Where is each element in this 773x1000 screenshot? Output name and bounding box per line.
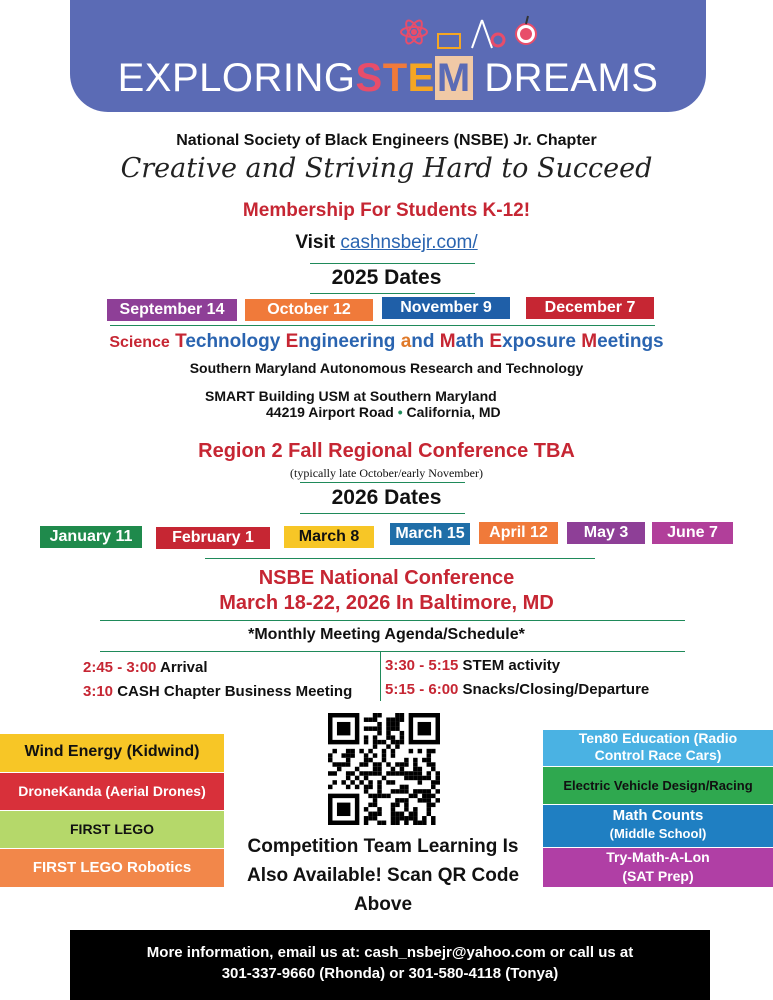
agenda-text: CASH Chapter Business Meeting [117, 683, 353, 700]
date-pill-2025: December 7 [526, 297, 654, 319]
divider [100, 651, 685, 652]
competition-math-counts [543, 805, 773, 847]
word-and: nd [411, 331, 435, 352]
agenda-text: Arrival [160, 659, 208, 676]
divider [310, 263, 475, 264]
agenda-title: *Monthly Meeting Agenda/Schedule* [248, 626, 525, 643]
website-link[interactable]: cashnsbejr.com/ [340, 232, 478, 253]
stem-s: S [355, 56, 383, 100]
competition-first-lego-robotics: FIRST LEGO Robotics [0, 849, 224, 887]
date-pill-2026: February 1 [156, 527, 270, 549]
region-conference: Region 2 Fall Regional Conference TBA [198, 440, 575, 462]
stem-meetings-title [0, 331, 773, 353]
word-technology: echnology [185, 331, 281, 352]
dates-2026-heading: 2026 Dates [331, 486, 442, 509]
title-stem [356, 56, 473, 100]
circuit-icon [438, 34, 460, 48]
stem-icons [398, 12, 548, 50]
letter-t: T [175, 331, 186, 352]
footer-contact [70, 930, 710, 1000]
footer-line1: More information, email us at: cash_nsbejr@yahoo.com or call us at [146, 944, 634, 961]
visit-label: Visit [295, 232, 336, 253]
apple-icon [516, 16, 536, 44]
competition-first-lego: FIRST LEGO [0, 811, 224, 848]
region-note: (typically late October/early November) [290, 466, 483, 480]
agenda-time: 2:45 - 3:00 [83, 659, 157, 676]
divider [205, 558, 595, 559]
tagline: Creative and Striving Hard to Succeed [120, 153, 653, 184]
national-conference-title: NSBE National Conference [258, 567, 515, 589]
dates-2025-heading: 2025 Dates [331, 266, 442, 289]
title-exploring: EXPLORING [117, 56, 356, 100]
atom-icon [401, 18, 427, 46]
date-pill-2025: November 9 [382, 297, 510, 319]
letter-m: M [439, 331, 456, 352]
date-pill-2025: October 12 [245, 299, 373, 321]
compass-icon [472, 20, 492, 48]
word-engineering: ngineering [298, 331, 396, 352]
gear-icon [492, 34, 504, 46]
agenda-item [83, 683, 352, 700]
divider [100, 620, 685, 621]
competition-ten80 [543, 730, 773, 766]
competition-note [224, 832, 542, 919]
smart-org: Southern Maryland Autonomous Research and Technology [189, 360, 584, 376]
competition-note-line: Also Available! Scan QR Code [246, 865, 520, 886]
date-pill-2026: January 11 [40, 526, 142, 548]
header-banner [70, 0, 706, 112]
footer-line2: 301-337-9660 (Rhonda) or 301-580-4118 (Tonya) [221, 965, 559, 982]
agenda-divider [380, 651, 381, 701]
agenda-item [385, 657, 560, 674]
date-pill-2026: March 15 [390, 523, 470, 545]
word-science: cience [120, 334, 170, 351]
agenda-text: STEM activity [462, 657, 561, 674]
letter-e: E [285, 331, 299, 352]
visit-line [0, 232, 773, 254]
stem-t: T [382, 56, 408, 100]
word-exposure: xposure [502, 331, 576, 352]
stem-e: E [407, 56, 435, 100]
date-pill-2025: September 14 [107, 299, 237, 321]
smart-address-line [266, 404, 501, 420]
divider [310, 293, 475, 294]
competition-math-counts-line2: (Middle School) [609, 826, 707, 841]
competition-ten80-line1: Ten80 Education (Radio [578, 730, 738, 746]
date-pill-2026: March 8 [284, 526, 374, 548]
stem-m: M [436, 56, 471, 100]
competition-wind-energy: Wind Energy (Kidwind) [0, 734, 224, 772]
agenda-text: Snacks/Closing/Departure [462, 681, 650, 698]
agenda-time: 5:15 - 6:00 [385, 681, 459, 698]
bullet-separator: • [397, 404, 403, 420]
divider [300, 482, 465, 483]
org-name: National Society of Black Engineers (NSBE) Jr. Chapter [176, 132, 597, 149]
competition-note-line: Competition Team Learning Is [247, 836, 519, 857]
competition-dronekanda: DroneKanda (Aerial Drones) [0, 773, 224, 810]
smart-address: 44219 Airport Road [266, 404, 394, 420]
competition-try-math-line1: Try-Math-A-Lon [606, 849, 710, 865]
title-dreams: DREAMS [484, 56, 659, 100]
agenda-item [385, 681, 649, 698]
letter-a: a [400, 331, 412, 352]
agenda-time: 3:30 - 5:15 [385, 657, 459, 674]
divider [300, 513, 465, 514]
competition-note-line: Above [353, 894, 413, 915]
qr-code[interactable] [328, 713, 440, 825]
national-conference-dates: March 18-22, 2026 In Baltimore, MD [219, 592, 554, 614]
competition-math-counts-line1: Math Counts [612, 807, 704, 824]
membership-text: Membership For Students K-12! [242, 200, 531, 221]
letter-s: S [109, 334, 121, 351]
smart-city: California, MD [406, 404, 501, 420]
smart-building: SMART Building USM at Southern Maryland [205, 388, 497, 404]
word-math: ath [455, 331, 485, 352]
date-pill-2026: June 7 [652, 522, 733, 544]
word-meetings: eetings [597, 331, 664, 352]
agenda-item [83, 659, 208, 676]
competition-ten80-line2: Control Race Cars) [594, 747, 722, 763]
agenda-time: 3:10 [83, 683, 114, 700]
banner-title [70, 56, 706, 101]
competition-electric-vehicle: Electric Vehicle Design/Racing [543, 767, 773, 804]
competition-try-math-a-lon [543, 848, 773, 887]
competition-try-math-line2: (SAT Prep) [622, 868, 694, 884]
divider [110, 325, 655, 326]
date-pill-2026: April 12 [479, 522, 558, 544]
date-pill-2026: May 3 [567, 522, 645, 544]
letter-m2: M [581, 331, 598, 352]
letter-e2: E [489, 331, 503, 352]
